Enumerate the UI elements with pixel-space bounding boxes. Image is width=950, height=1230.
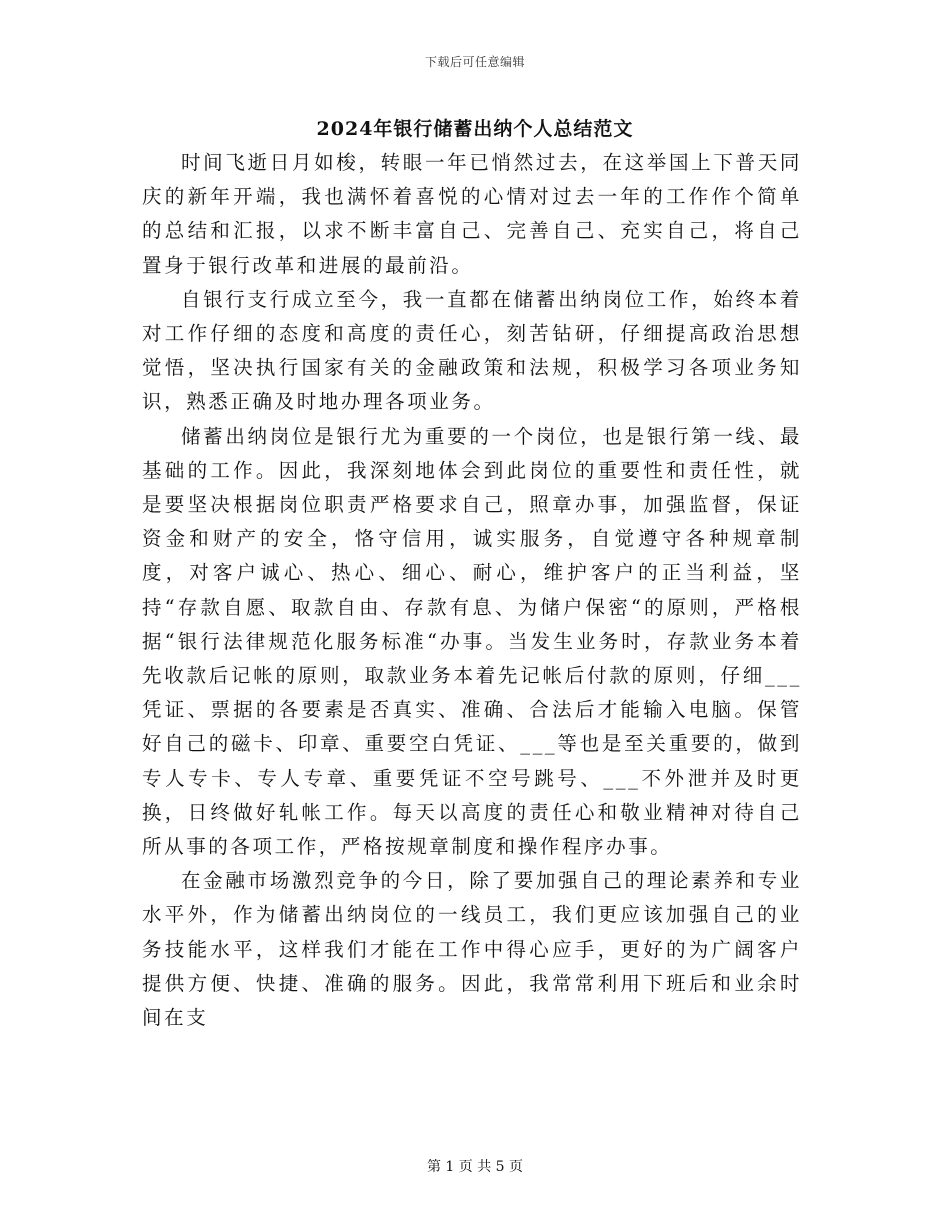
header-note: 下载后可任意编辑 [424, 55, 525, 69]
paragraph-1: 时间飞逝日月如梭，转眼一年已悄然过去，在这举国上下普天同庆的新年开端，我也满怀着喜悦的心情对过去一年的工作作个简单的总结和汇报，以求不断丰富自己、完善自己、充实自己，将自己置身于银行改革和进展的最前沿。 [142, 151, 802, 277]
paragraph-3: 储蓄出纳岗位是银行尤为重要的一个岗位，也是银行第一线、最基础的工作。因此，我深刻地体会到此岗位的重要性和责任性，就是要坚决根据岗位职责严格要求自己，照章办事，加强监督，保证资金和财产的安全，恪守信用，诚实服务，自觉遵守各种规章制度，对客户诚心、热心、细心、耐心，维护客户的正当利益，坚持“存款自愿、取款自由、存款有息、为储户保密“的原则，严格根据“银行法律规范化服务标准“办事。当发生业务时，存款业务本着先收款后记帐的原则，取款业务本着先记帐后付款的原则，仔细___凭证、票据的各要素是否真实、准确、合法后才能输入电脑。保管好自己的磁卡、印章、重要空白凭证、___等也是至关重要的，做到专人专卡、专人专章、重要凭证不空号跳号、___不外泄并及时更换，日终做好轧帐工作。每天以高度的责任心和敬业精神对待自己所从事的各项工作，严格按规章制度和操作程序办事。 [142, 424, 802, 859]
paragraph-4: 在金融市场激烈竞争的今日，除了要加强自己的理论素养和专业水平外，作为储蓄出纳岗位的一线员工，我们更应该加强自己的业务技能水平，这样我们才能在工作中得心应手，更好的为广阔客户提供方便、快捷、准确的服务。因此，我常常利用下班后和业余时间在支 [142, 869, 802, 1030]
page-number: 第 1 页 共 5 页 [426, 1159, 524, 1175]
document-title: 2024年银行储蓄出纳个人总结范文 [316, 118, 634, 140]
document-body [142, 146, 802, 1035]
paragraph-2: 自银行支行成立至今，我一直都在储蓄出纳岗位工作，始终本着对工作仔细的态度和高度的责任心，刻苦钻研，仔细提高政治思想觉悟，坚决执行国家有关的金融政策和法规，积极学习各项业务知识，熟悉正确及时地办理各项业务。 [142, 287, 802, 414]
